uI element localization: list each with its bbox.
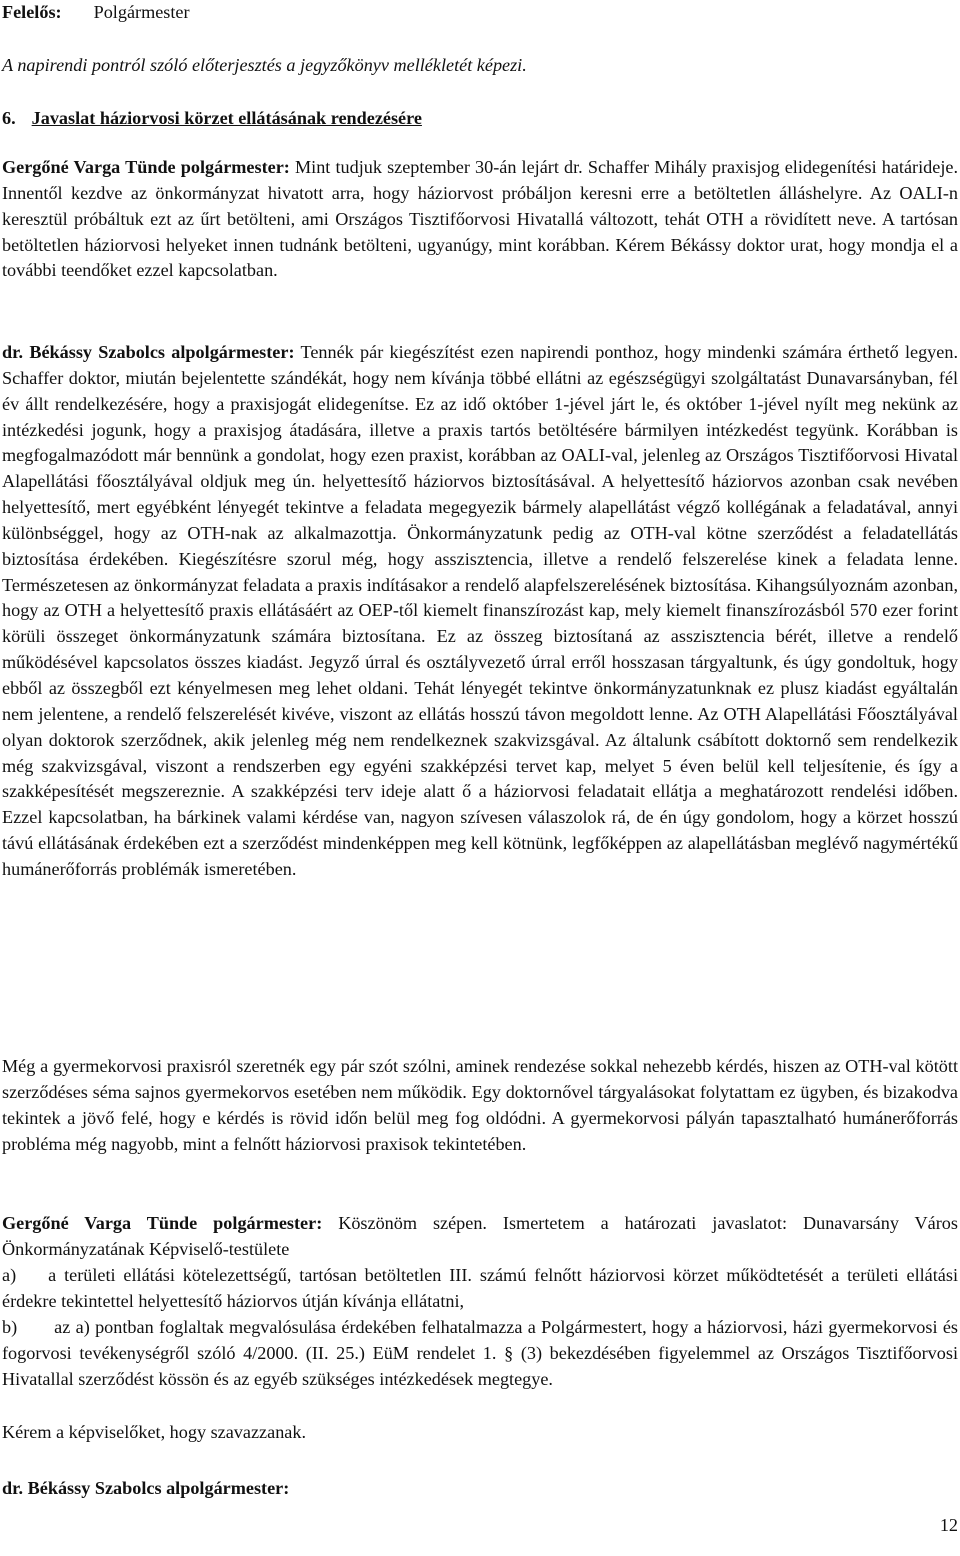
agenda-item-title: Javaslat háziorvosi körzet ellátásának rendezésére bbox=[31, 108, 422, 128]
final-speaker-line bbox=[2, 1476, 958, 1502]
page-number: 12 bbox=[939, 1515, 958, 1535]
speech-text: Mint tudjuk szeptember 30-án lejárt dr. Schaffer Mihály praxisjog elidegenítési határideje. Innentől kezdve az önkormányzat hivatott arra, hogy háziorvost próbáljon keresni erre a betöltetlen álláshelyre. Az OALI-n keresztül próbáltuk ezt az űrt betölteni, ami Országos Tisztifőorvosi Hivatallá változott, tehát OTH a rövidített neve. A tartósan betöltetlen háziorvosi helyeket innen tudnánk betölteni, ugyanúgy, mint korábban. Kérem Békássy doktor urat, hogy mondja el a további teendőket ezzel kapcsolatban. bbox=[2, 157, 958, 281]
speaker-name: Gergőné Varga Tünde polgármester: bbox=[2, 1213, 323, 1233]
resolution-closing: Kérem a képviselőket, hogy szavazzanak. bbox=[2, 1422, 307, 1442]
resolution-item-text: az a) pontban foglaltak megvalósulása érdekében felhatalmazza a Polgármestert, hogy a háziorvosi, házi gyermekorvosi és fogorvosi tevékenységről szóló 4/2000. (II. 25.) EüM rendelet 1. § (3) bekezdésében figyelemmel az Országos Tisztifőorvosi Hivatallal szerződést kössön és az egyéb szükséges intézkedések megtegye. bbox=[2, 1317, 958, 1389]
speech-deputy-mayor bbox=[2, 340, 958, 883]
final-speaker-name: Békássy Szabolcs alpolgármester: bbox=[27, 1478, 290, 1498]
agenda-item-heading bbox=[2, 106, 958, 132]
responsible-label: Felelős: bbox=[2, 2, 62, 22]
speech-mayor-1 bbox=[2, 155, 958, 284]
resolution-item-text: a területi ellátási kötelezettségű, tartósan betöltetlen III. számú felnőtt háziorvosi körzet működtetését a területi ellátási érdekre tekintettel helyettesítő háziorvos útján kívánja ellátatni, bbox=[2, 1265, 958, 1311]
resolution-item-marker: a) bbox=[2, 1265, 17, 1285]
resolution-item-a bbox=[2, 1263, 958, 1315]
speech-text: Tennék pár kiegészítést ezen napirendi ponthoz, hogy mindenki számára érthető legyen. Schaffer doktor, miután bejelentette szándékát, hogy nem kívánja többé ellátni az egészségügyi szolgáltatást Dunavarsányban, fél év állt rendelkezésére, hogy a praxisjogát elidegenítse. Ez az idő október 1-jével járt le, és október 1-jével nyílt meg nekünk az intézkedési jogunk, hogy a praxisjog átadására, illetve a praxis tartós betöltésére bármilyen intézkedést tegyünk. Korábban is megfogalmazódott már bennünk a gondolat, hogy ezen praxist, korábban az OALI-val, jelenleg az Országos Tisztifőorvosi Hivatal Alapellátási főosztályával oldjuk meg ún. helyettesítő háziorvos biztosításával. A helyettesítő háziorvos azonban csak nevében helyettesítő, mert egyébként lényegét tekintve a feladata megegyezik bármely alapellátást végző kollégának a feladatával, annyi különbséggel, hogy az OTH-nak az alkalmazottja. Önkormányzatunk pedig az OTH-val kötne szerződést a feladatellátás biztosítása érdekében. Kiegészítésre szorul még, hogy asszisztencia, illetve a rendelő felszerelése kinek a feladata lenne. Természetesen az önkormányzat feladata a praxis indításakor a rendelő alapfelszerelésének biztosítása. Kihangsúlyoznám azonban, hogy az OTH a helyettesítő praxis ellátásáért az OEP-től kiemelt finanszírozást kap, mely kiemelt finanszírozásból 570 ezer forint körüli összeget önkormányzatunk számára biztosítana. Ez az összeg biztosítaná az asszisztencia bérét, illetve a rendelő működésével kapcsolatos összes kiadást. Jegyző úrral és osztályvezető úrral erről hosszasan tárgyaltunk, és úgy gondoltuk, hogy ebből az összegből ezt kényelmesen meg lehet oldani. Tehát lényegét tekintve önkormányzatunknak ez plusz kiadást egyáltalán nem jelentene, a rendelő felszerelését kivéve, viszont az ellátás hosszú távon megoldott lenne. Az OTH Alapellátási Főosztályával olyan doktorok szerződnek, akik jelenleg még nem rendelkeznek szakvizsgával. Az általunk csábított doktornő sem rendelkezik még szakvizsgával, viszont a rendszerben egy egyéni szakképzési tervet kap, melyet 5 éven belül kell teljesítenie, és így a szakképesítését megszereznie. A szakképzési terv ideje alatt ő a háziorvosi feladatait ellátja a meghatározott rendelési időben. Ezzel kapcsolatban, ha bárkinek valami kérdése van, nagyon szívesen válaszolok rá, de én úgy gondolom, hogy a körzet hosszú távú ellátásának érdekében ezt a szerződést mindenképpen meg kell kötnünk, legfőképpen az alapellátásban meglévő nagymértékű humánerőforrás problémák ismeretében. bbox=[2, 342, 958, 879]
resolution-item-marker: b) bbox=[2, 1317, 18, 1337]
responsible-line bbox=[2, 0, 958, 26]
speech-deputy-mayor-continuation: Még a gyermekorvosi praxisról szeretnék egy pár szót szólni, aminek rendezése sokkal nehezebb kérdés, hiszen az OTH-val kötött szerződéses séma sajnos gyermekorvos esetében nem működik. Egy doktornővel tárgyalásokat folytattam ez ügyben, és bizakodva tekintek a jövő felé, hogy e kérdés is rövid időn belül meg fog oldódni. A gyermekorvosi pályán tapasztalható humánerőforrás probléma még nagyobb, mint a felnőtt háziorvosi praxisok tekintetében. bbox=[2, 1056, 958, 1154]
resolution-item-b bbox=[2, 1315, 958, 1393]
agenda-item-number: 6. bbox=[2, 108, 16, 128]
speech-mayor-2 bbox=[2, 1211, 958, 1263]
speech-text: Köszönöm szépen. Ismertetem a határozati javaslatot: Dunavarsány Város Önkormányzatának Képviselő-testülete bbox=[2, 1213, 958, 1259]
speaker-name: Gergőné Varga Tünde polgármester: bbox=[2, 157, 290, 177]
attachment-note: A napirendi pontról szóló előterjesztés a jegyzőkönyv mellékletét képezi. bbox=[2, 55, 527, 75]
responsible-value: Polgármester bbox=[93, 2, 190, 22]
speaker-name: dr. Békássy Szabolcs alpolgármester: bbox=[2, 342, 295, 362]
final-speaker-prefix: dr. bbox=[2, 1478, 24, 1498]
